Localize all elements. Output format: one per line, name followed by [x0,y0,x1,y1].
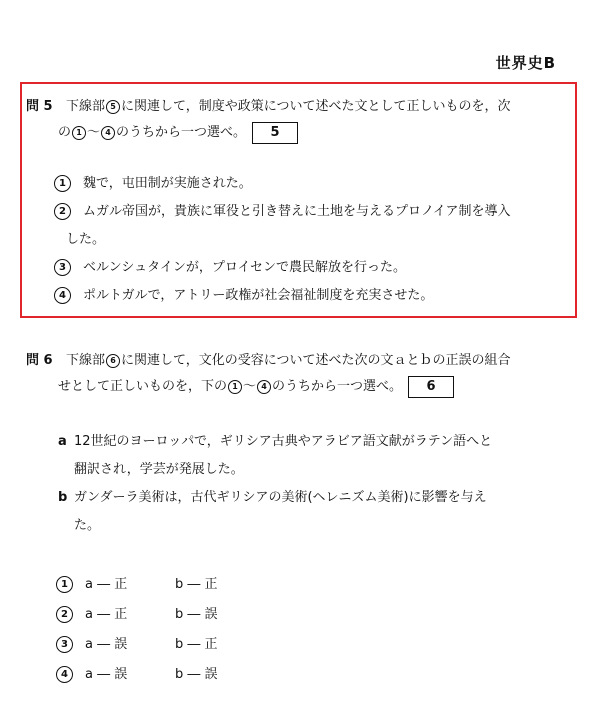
q5-answer-box[interactable]: 5 [252,122,298,144]
q5-choice-2[interactable] [26,198,578,226]
combo-a: a ― 正 [85,577,128,592]
q6-stem-text-a: 下線部 [66,353,106,368]
statement-text: ガンダーラ美術は，古代ギリシアの美術(ヘレニズム美術)に影響を与え [74,490,487,505]
choice-text: ポルトガルで，アトリー政権が社会福祉制度を充実させた。 [83,288,434,303]
q5-choice-4[interactable] [26,282,578,310]
combo-a: a ― 誤 [85,637,128,652]
q5-choice-2-cont: した。 [66,232,106,247]
q6-stem-text-c: せとして正しいものを，下の [58,379,228,394]
choice-text: ムガル帝国が，貴族に軍役と引き替えに土地を与えるプロノイア制を導入 [83,204,511,219]
choice-mark: 4 [56,666,73,683]
statement-label: a [58,434,67,449]
choice-text: ベルンシュタインが，プロイセンで農民解放を行った。 [83,260,407,275]
q5-choice-1[interactable] [26,170,578,198]
q5-choice-3[interactable] [26,254,578,282]
q5-stem-text-b: に関連して，制度や政策について述べた文として正しいものを，次 [121,99,511,114]
underline-ref-mark: 6 [106,354,120,368]
choice-mark: 4 [54,287,71,304]
range-start-mark: 1 [228,380,242,394]
question-5 [26,94,578,310]
q6-answer-box[interactable]: 6 [408,376,454,398]
statement-text: 12世紀のヨーロッパで，ギリシア古典やアラビア語文献がラテン語へと [74,434,493,449]
q6-statement-a-cont: 翻訳され，学芸が発展した。 [74,462,244,477]
q6-statement-b-cont: た。 [74,518,101,533]
choice-text: 魏で，屯田制が実施された。 [83,176,252,191]
q6-choice-1[interactable] [26,570,578,600]
q5-stem-line-2 [26,120,578,146]
subject-title: 世界史B [495,54,556,72]
underline-ref-mark: 5 [106,100,120,114]
choice-mark: 1 [56,576,73,593]
combo-a: a ― 正 [85,607,128,622]
combo-b: b ― 正 [175,577,218,592]
range-end-mark: 4 [257,380,271,394]
choice-mark: 2 [54,203,71,220]
q6-choice-4[interactable] [26,660,578,690]
q6-choice-3[interactable] [26,630,578,660]
q5-stem-line-1 [26,94,578,120]
choice-mark: 3 [54,259,71,276]
choice-mark: 2 [56,606,73,623]
q6-stem-text-d: のうちから一つ選べ。 [272,379,403,394]
q6-statement-a [26,428,578,456]
q6-choice-2[interactable] [26,600,578,630]
q5-stem-text-a: 下線部 [66,99,106,114]
q6-statement-b [26,484,578,512]
range-start-mark: 1 [72,126,86,140]
q5-stem-text-c: の [58,125,72,140]
q5-number: 問 5 [26,99,53,114]
combo-b: b ― 誤 [175,607,218,622]
choice-mark: 1 [54,175,71,192]
q6-stem-text-b: に関連して，文化の受容について述べた次の文ａとｂの正誤の組合 [121,353,511,368]
q6-stem-line-1 [26,348,578,374]
range-end-mark: 4 [101,126,115,140]
q6-number: 問 6 [26,353,53,368]
combo-b: b ― 誤 [175,667,218,682]
q6-stem-line-2 [26,374,578,400]
statement-label: b [58,490,68,505]
range-sep: ～ [87,125,101,140]
question-6 [26,348,578,690]
choice-mark: 3 [56,636,73,653]
range-sep: ～ [243,379,257,394]
combo-a: a ― 誤 [85,667,128,682]
combo-b: b ― 正 [175,637,218,652]
q5-stem-text-d: のうちから一つ選べ。 [116,125,247,140]
